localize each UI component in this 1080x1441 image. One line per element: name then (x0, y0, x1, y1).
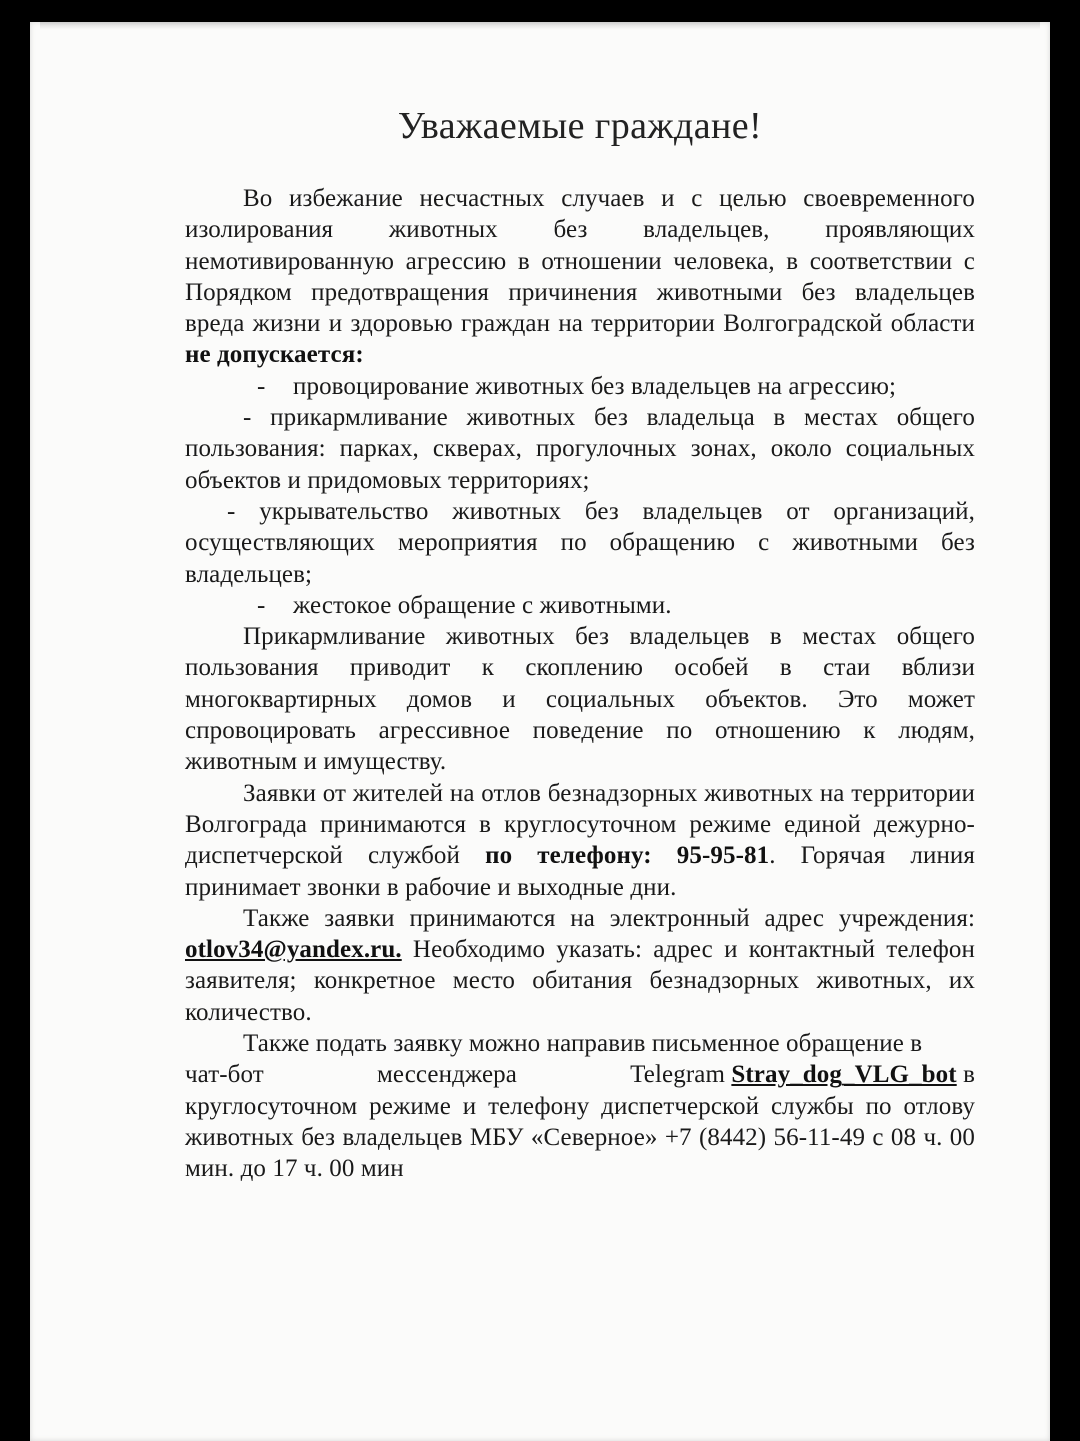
telegram-word-chatbot: чат-бот (185, 1061, 264, 1089)
list-item-feeding (185, 402, 975, 496)
scan-edge-shadow (40, 22, 1040, 30)
list-dash: - (257, 372, 266, 400)
email-text-before: Также заявки принимаются на электронный адрес учреждения: (243, 904, 975, 932)
telegram-bot-name: Stray_dog_VLG_bot (731, 1061, 957, 1089)
document-text (185, 183, 975, 1185)
telegram-word-in: в (963, 1061, 975, 1089)
list-dash: - (257, 591, 266, 619)
intro-text: Во избежание несчастных случаев и с целью своевременного изолирования животных без владельцев, проявляющих немотивированную агрессию в отношении человека, в соответствии с Порядком предотвращения причинения животными без владельцев вреда жизни и здоровью граждан на территории Волгоградской области (185, 185, 975, 338)
telegram-bot-group (630, 1059, 975, 1090)
paragraph-phone-requests (185, 778, 975, 903)
email-address: otlov34@yandex.ru. (185, 936, 402, 964)
paragraph-telegram-rest: круглосуточном режиме и телефону диспетчерской службы по отлову животных без владельцев МБУ «Северное» +7 (8442) 56-11-49 с 08 ч. 00 мин. до 17 ч. 00 мин (185, 1092, 975, 1183)
list-item-cruelty (185, 590, 975, 621)
list-item-text: прикармливание животных без владельца в местах общего пользования: парках, скверах, прогулочных зонах, около социальных объектов и придомовых территориях; (185, 404, 976, 494)
document-page (30, 22, 1050, 1441)
phone-text-after: . Горячая линия принимает звонки в рабочие и выходные дни. (185, 842, 975, 901)
telegram-word-telegram: Telegram (630, 1061, 726, 1089)
list-item-hiding (185, 496, 975, 590)
intro-bold: не допускается: (185, 341, 364, 369)
list-dash: - (227, 497, 236, 525)
phone-text-before: Заявки от жителей на отлов безнадзорных животных на территории Волгограда принимаются в круглосуточном режиме единой дежурно-диспетчерской службой (185, 779, 975, 870)
telegram-word-messenger: мессенджера (377, 1061, 517, 1089)
list-item-text: провоцирование животных без владельцев на агрессию; (293, 372, 897, 400)
email-text-after: Необходимо указать: адрес и контактный телефон заявителя; конкретное место обитания безнадзорных животных, их количество. (185, 936, 975, 1026)
paragraph-telegram-line2 (185, 1059, 975, 1090)
phone-number: по телефону: 95-95-81 (485, 842, 770, 870)
paragraph-telegram-line1: Также подать заявку можно направив письменное обращение в (243, 1030, 923, 1058)
list-item-provocation (185, 371, 975, 402)
document-title: Уважаемые граждане! (397, 105, 763, 147)
list-dash: - (243, 404, 252, 432)
paragraph-intro (185, 183, 975, 371)
list-item-text: жестокое обращение с животными. (293, 591, 672, 619)
paragraph-feeding-consequences: Прикармливание животных без владельцев в местах общего пользования приводит к скоплению особей в стаи вблизи многоквартирных домов и социальных объектов. Это может спровоцировать агрессивное поведение по отношению к людям, животным и имуществу. (185, 623, 975, 776)
paragraph-email-requests (185, 903, 975, 1028)
list-item-text: укрывательство животных без владельцев от организаций, осуществляющих мероприятия по обращению с животными без владельцев; (185, 497, 976, 588)
